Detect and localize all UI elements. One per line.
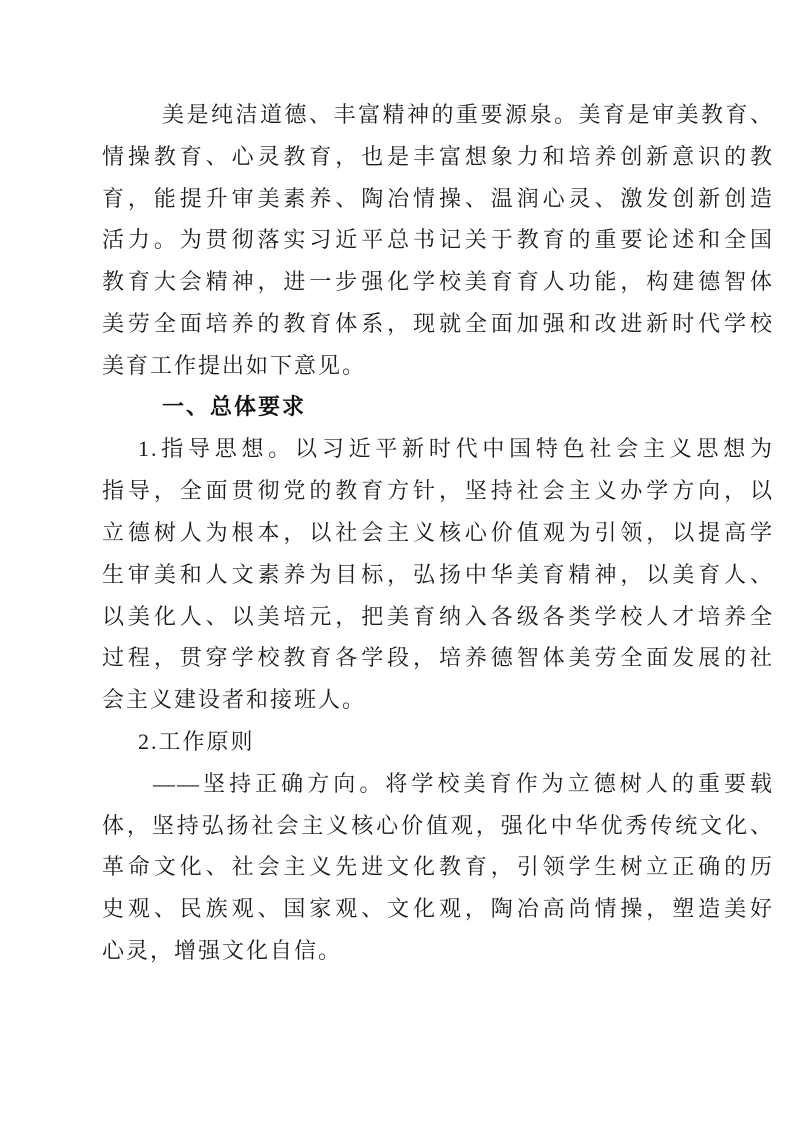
document-text-block: [102, 94, 774, 972]
text-line: 2.工作原则: [138, 728, 255, 754]
text-line: 以美化人、以美培元，把美育纳入各级各类学校人才培养全: [102, 603, 774, 629]
paragraph-work-principles: [102, 721, 774, 763]
paragraph-intro: [102, 94, 774, 387]
text-line: 美是纯洁道德、丰富精神的重要源泉。美育是审美教育、: [162, 102, 774, 127]
text-line: 美育工作提出如下意见。: [102, 352, 367, 378]
text-line: 史观、民族观、国家观、文化观，陶冶高尚情操，塑造美好: [102, 896, 774, 922]
text-line: 1.指导思想。以习近平新时代中国特色社会主义思想为: [138, 436, 774, 462]
text-line: 革命文化、社会主义先进文化教育，引领学生树立正确的历: [102, 854, 774, 880]
heading-line: 一、总体要求: [162, 394, 307, 420]
text-line: 立德树人为根本，以社会主义核心价值观为引领，以提高学: [102, 519, 774, 545]
text-line: 会主义建设者和接班人。: [102, 687, 367, 713]
text-line: 美劳全面培养的教育体系，现就全面加强和改进新时代学校: [102, 310, 774, 336]
paragraph-guiding-ideology: [102, 428, 774, 721]
text-line: 体，坚持弘扬社会主义核心价值观，强化中华优秀传统文化、: [102, 812, 774, 838]
text-line: 心灵，增强文化自信。: [102, 937, 343, 963]
text-line: 指导，全面贯彻党的教育方针，坚持社会主义办学方向，以: [102, 478, 774, 504]
section-1-heading: [102, 387, 774, 429]
text-line: 活力。为贯彻落实习近平总书记关于教育的重要论述和全国: [102, 227, 774, 253]
text-line: 过程，贯穿学校教育各学段，培养德智体美劳全面发展的社: [102, 645, 774, 671]
text-line: ——坚持正确方向。将学校美育作为立德树人的重要载: [153, 770, 774, 796]
text-line: 育，能提升审美素养、陶冶情操、温润心灵、激发创新创造: [102, 185, 774, 211]
text-line: 情操教育、心灵教育，也是丰富想象力和培养创新意识的教: [102, 143, 774, 169]
paragraph-correct-direction: [102, 763, 774, 972]
text-line: 教育大会精神，进一步强化学校美育育人功能，构建德智体: [102, 269, 774, 295]
text-line: 生审美和人文素养为目标，弘扬中华美育精神，以美育人、: [102, 561, 774, 587]
